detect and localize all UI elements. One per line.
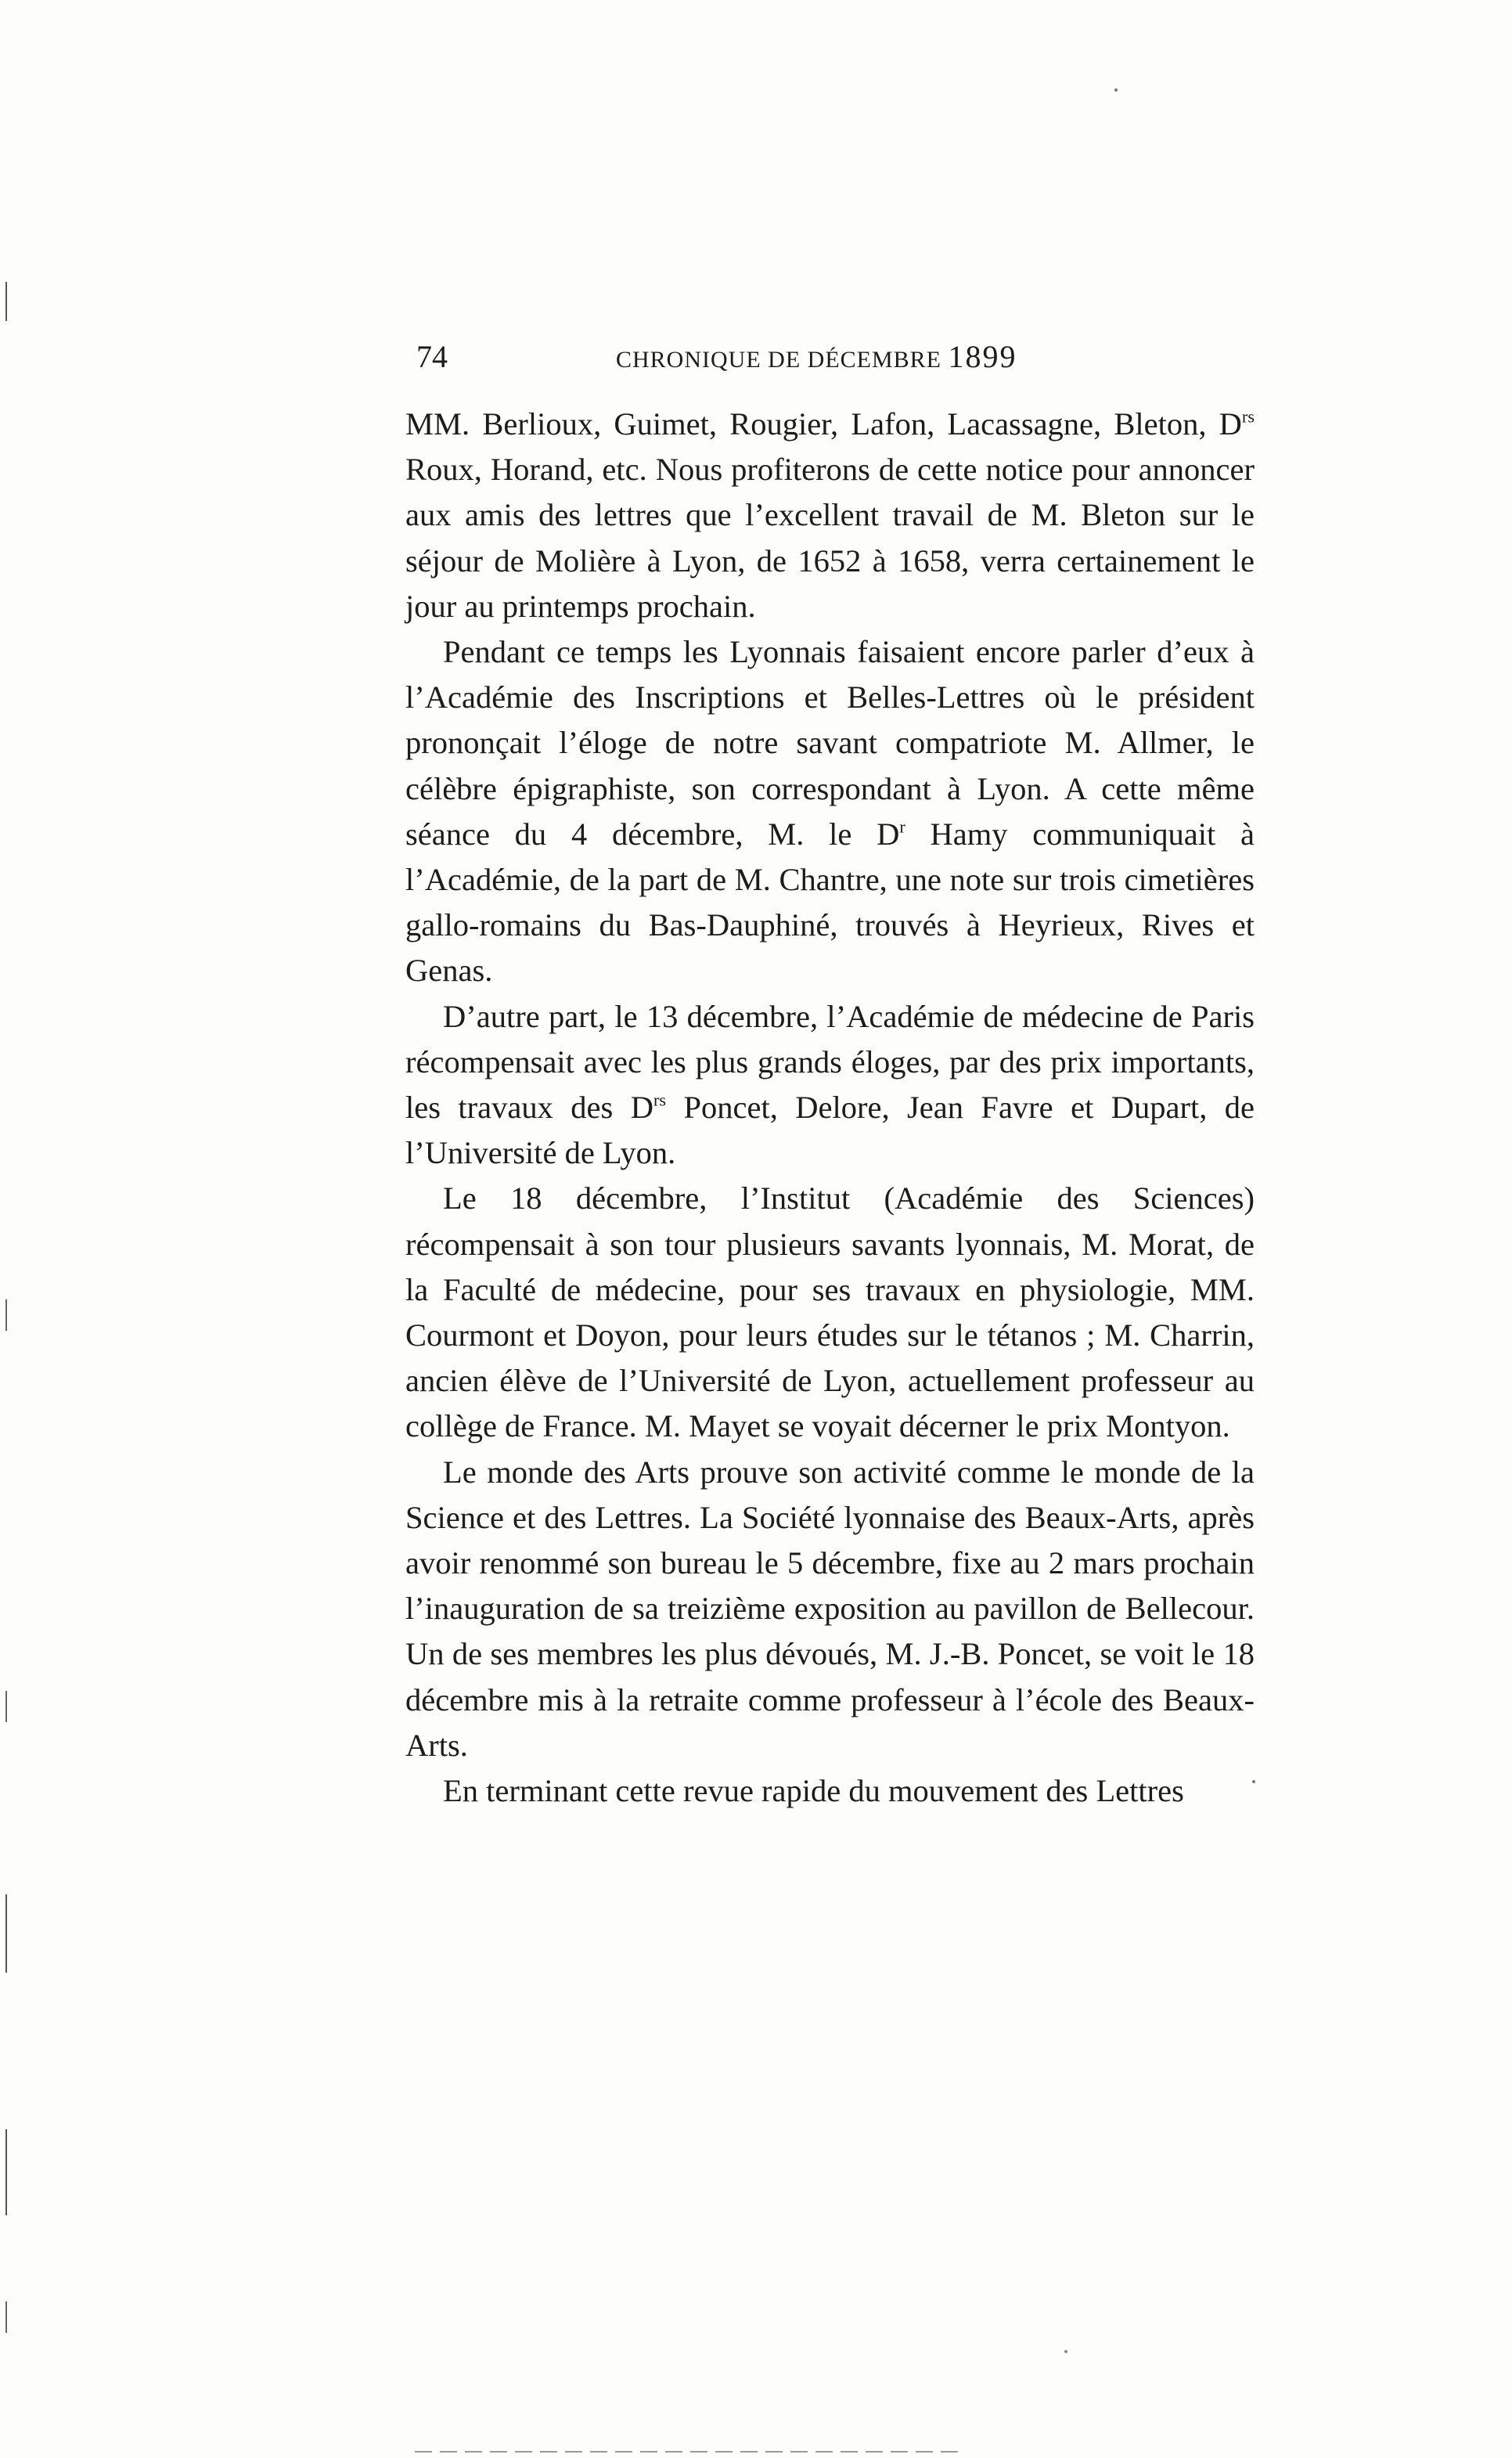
paragraph-5 xyxy=(405,1450,1255,1768)
text-run: Pendant ce temps les Lyonnais faisaient encore parler d’eux à l’Académie des Inscriptions et Belles-Lettres où le président prononçait l’éloge de notre savant compatriote M. Allmer, le célèbre épigraphiste, son correspondant à Lyon. A cette même séance du 4 décembre, M. le D xyxy=(405,634,1255,852)
running-title-year: 1899 xyxy=(948,339,1017,374)
running-title-text: CHRONIQUE DE DÉCEMBRE xyxy=(616,347,941,373)
text-run: En terminant cette revue rapide du mouvement des Lettres xyxy=(443,1773,1184,1809)
text-run: Poncet, Delore, Jean Favre et Dupart, de l’Université de Lyon. xyxy=(405,1090,1255,1171)
text-run: MM. Berlioux, Guimet, Rougier, Lafon, Lacassagne, Bleton, D xyxy=(405,406,1242,442)
paragraph-2 xyxy=(405,629,1255,994)
running-head xyxy=(416,333,1262,380)
text-run: Roux, Horand, etc. Nous profiterons de cette notice pour annoncer aux amis des lettres que l’excellent travail de M. Bleton sur le séjour de Molière à Lyon, de 1652 à 1658, verra certainement le jour au printemps prochain. xyxy=(405,452,1255,624)
text-run: Le monde des Arts prouve son activité comme le monde de la Science et des Lettres. La Société lyonnaise des Beaux-Arts, après avoir renommé son bureau le 5 décembre, fixe au 2 mars prochain l’inauguration de sa treizième exposition au pavillon de Bellecour. Un de ses membres les plus dévoués, M. J.-B. Poncet, se voit le 18 décembre mis à la retraite comme professeur à l’école des Beaux-Arts. xyxy=(405,1454,1255,1763)
running-title xyxy=(616,333,1017,384)
text-run: Le 18 décembre, l’Institut (Académie des Sciences) récompensait à son tour plusieurs savants lyonnais, M. Morat, de la Faculté de médecine, pour ses travaux en physiologie, MM. Courmont et Doyon, pour leurs études sur le tétanos ; M. Charrin, ancien élève de l’Université de Lyon, actuellement professeur au collège de France. M. Mayet se voyait décerner le prix Montyon. xyxy=(405,1180,1255,1444)
paragraph-4 xyxy=(405,1176,1255,1449)
text-run: D’autre part, le 13 décembre, l’Académie de médecine de Paris récompensait avec les plus grands éloges, par des prix importants, les travaux des D xyxy=(405,998,1255,1126)
superscript: rs xyxy=(653,1090,667,1110)
text-run: Hamy communiquait à l’Académie, de la part de M. Chantre, une note sur trois cimetières gallo-romains du Bas-Dauphiné, trouvés à Heyrieux, Rives et Genas. xyxy=(405,816,1255,989)
superscript: r xyxy=(899,816,905,837)
paragraph-3 xyxy=(405,994,1255,1177)
body-text xyxy=(405,402,1255,1814)
paragraph-1 xyxy=(405,402,1255,629)
paragraph-6 xyxy=(405,1768,1255,1814)
superscript: rs xyxy=(1241,406,1255,427)
page-number: 74 xyxy=(416,339,448,374)
